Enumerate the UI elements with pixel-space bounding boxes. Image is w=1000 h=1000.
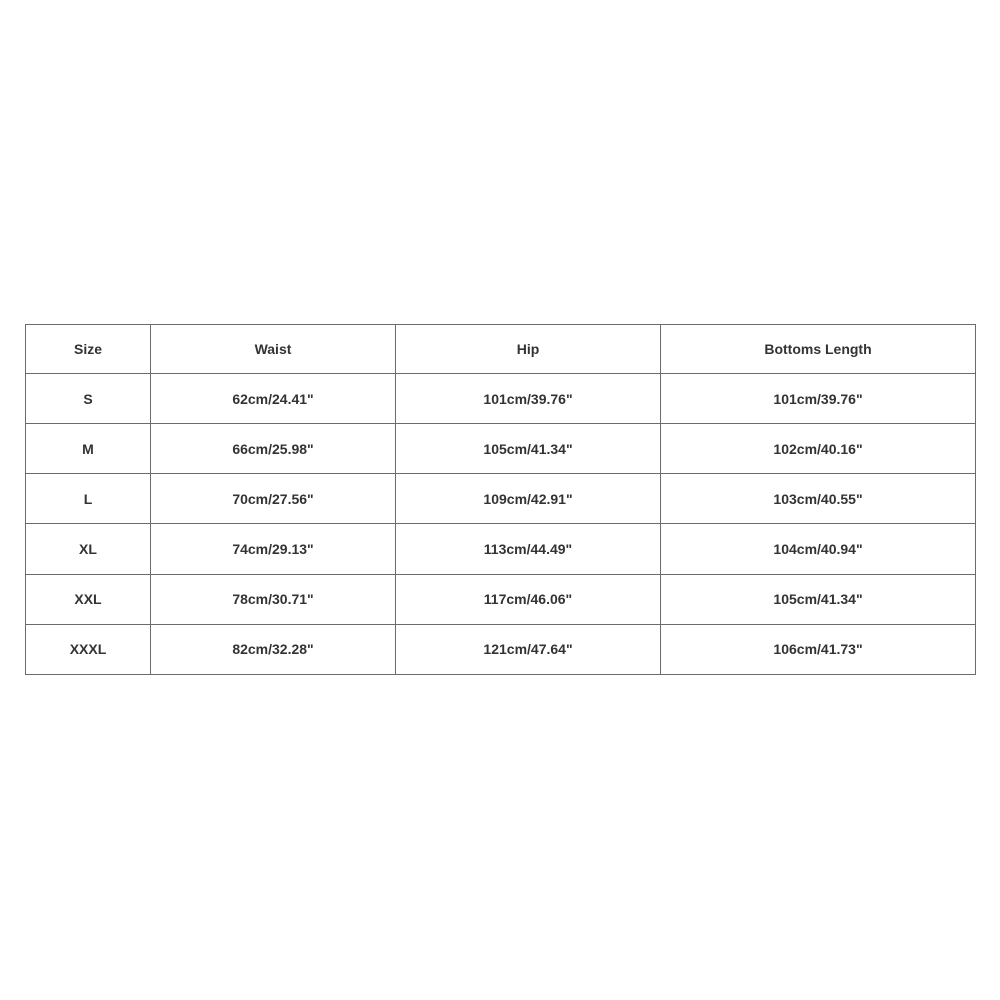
cell-waist: 66cm/25.98": [151, 424, 396, 474]
cell-hip: 101cm/39.76": [396, 374, 661, 424]
cell-hip: 109cm/42.91": [396, 474, 661, 524]
header-size: Size: [26, 325, 151, 374]
cell-waist: 78cm/30.71": [151, 574, 396, 624]
table-row: [26, 374, 976, 424]
size-chart-table: [25, 324, 976, 675]
cell-hip: 117cm/46.06": [396, 574, 661, 624]
table-row: [26, 424, 976, 474]
cell-size: L: [26, 474, 151, 524]
cell-bottoms-length: 106cm/41.73": [661, 624, 976, 674]
cell-hip: 113cm/44.49": [396, 524, 661, 574]
table-row: [26, 574, 976, 624]
table-row: [26, 624, 976, 674]
cell-size: S: [26, 374, 151, 424]
cell-size: M: [26, 424, 151, 474]
header-waist: Waist: [151, 325, 396, 374]
cell-hip: 121cm/47.64": [396, 624, 661, 674]
header-hip: Hip: [396, 325, 661, 374]
cell-bottoms-length: 102cm/40.16": [661, 424, 976, 474]
cell-bottoms-length: 101cm/39.76": [661, 374, 976, 424]
cell-hip: 105cm/41.34": [396, 424, 661, 474]
cell-bottoms-length: 104cm/40.94": [661, 524, 976, 574]
table-row: [26, 524, 976, 574]
cell-size: XXXL: [26, 624, 151, 674]
cell-waist: 74cm/29.13": [151, 524, 396, 574]
cell-waist: 70cm/27.56": [151, 474, 396, 524]
cell-size: XXL: [26, 574, 151, 624]
header-row: [26, 325, 976, 374]
cell-size: XL: [26, 524, 151, 574]
cell-bottoms-length: 103cm/40.55": [661, 474, 976, 524]
cell-bottoms-length: 105cm/41.34": [661, 574, 976, 624]
cell-waist: 62cm/24.41": [151, 374, 396, 424]
table-row: [26, 474, 976, 524]
cell-waist: 82cm/32.28": [151, 624, 396, 674]
header-bottoms-length: Bottoms Length: [661, 325, 976, 374]
